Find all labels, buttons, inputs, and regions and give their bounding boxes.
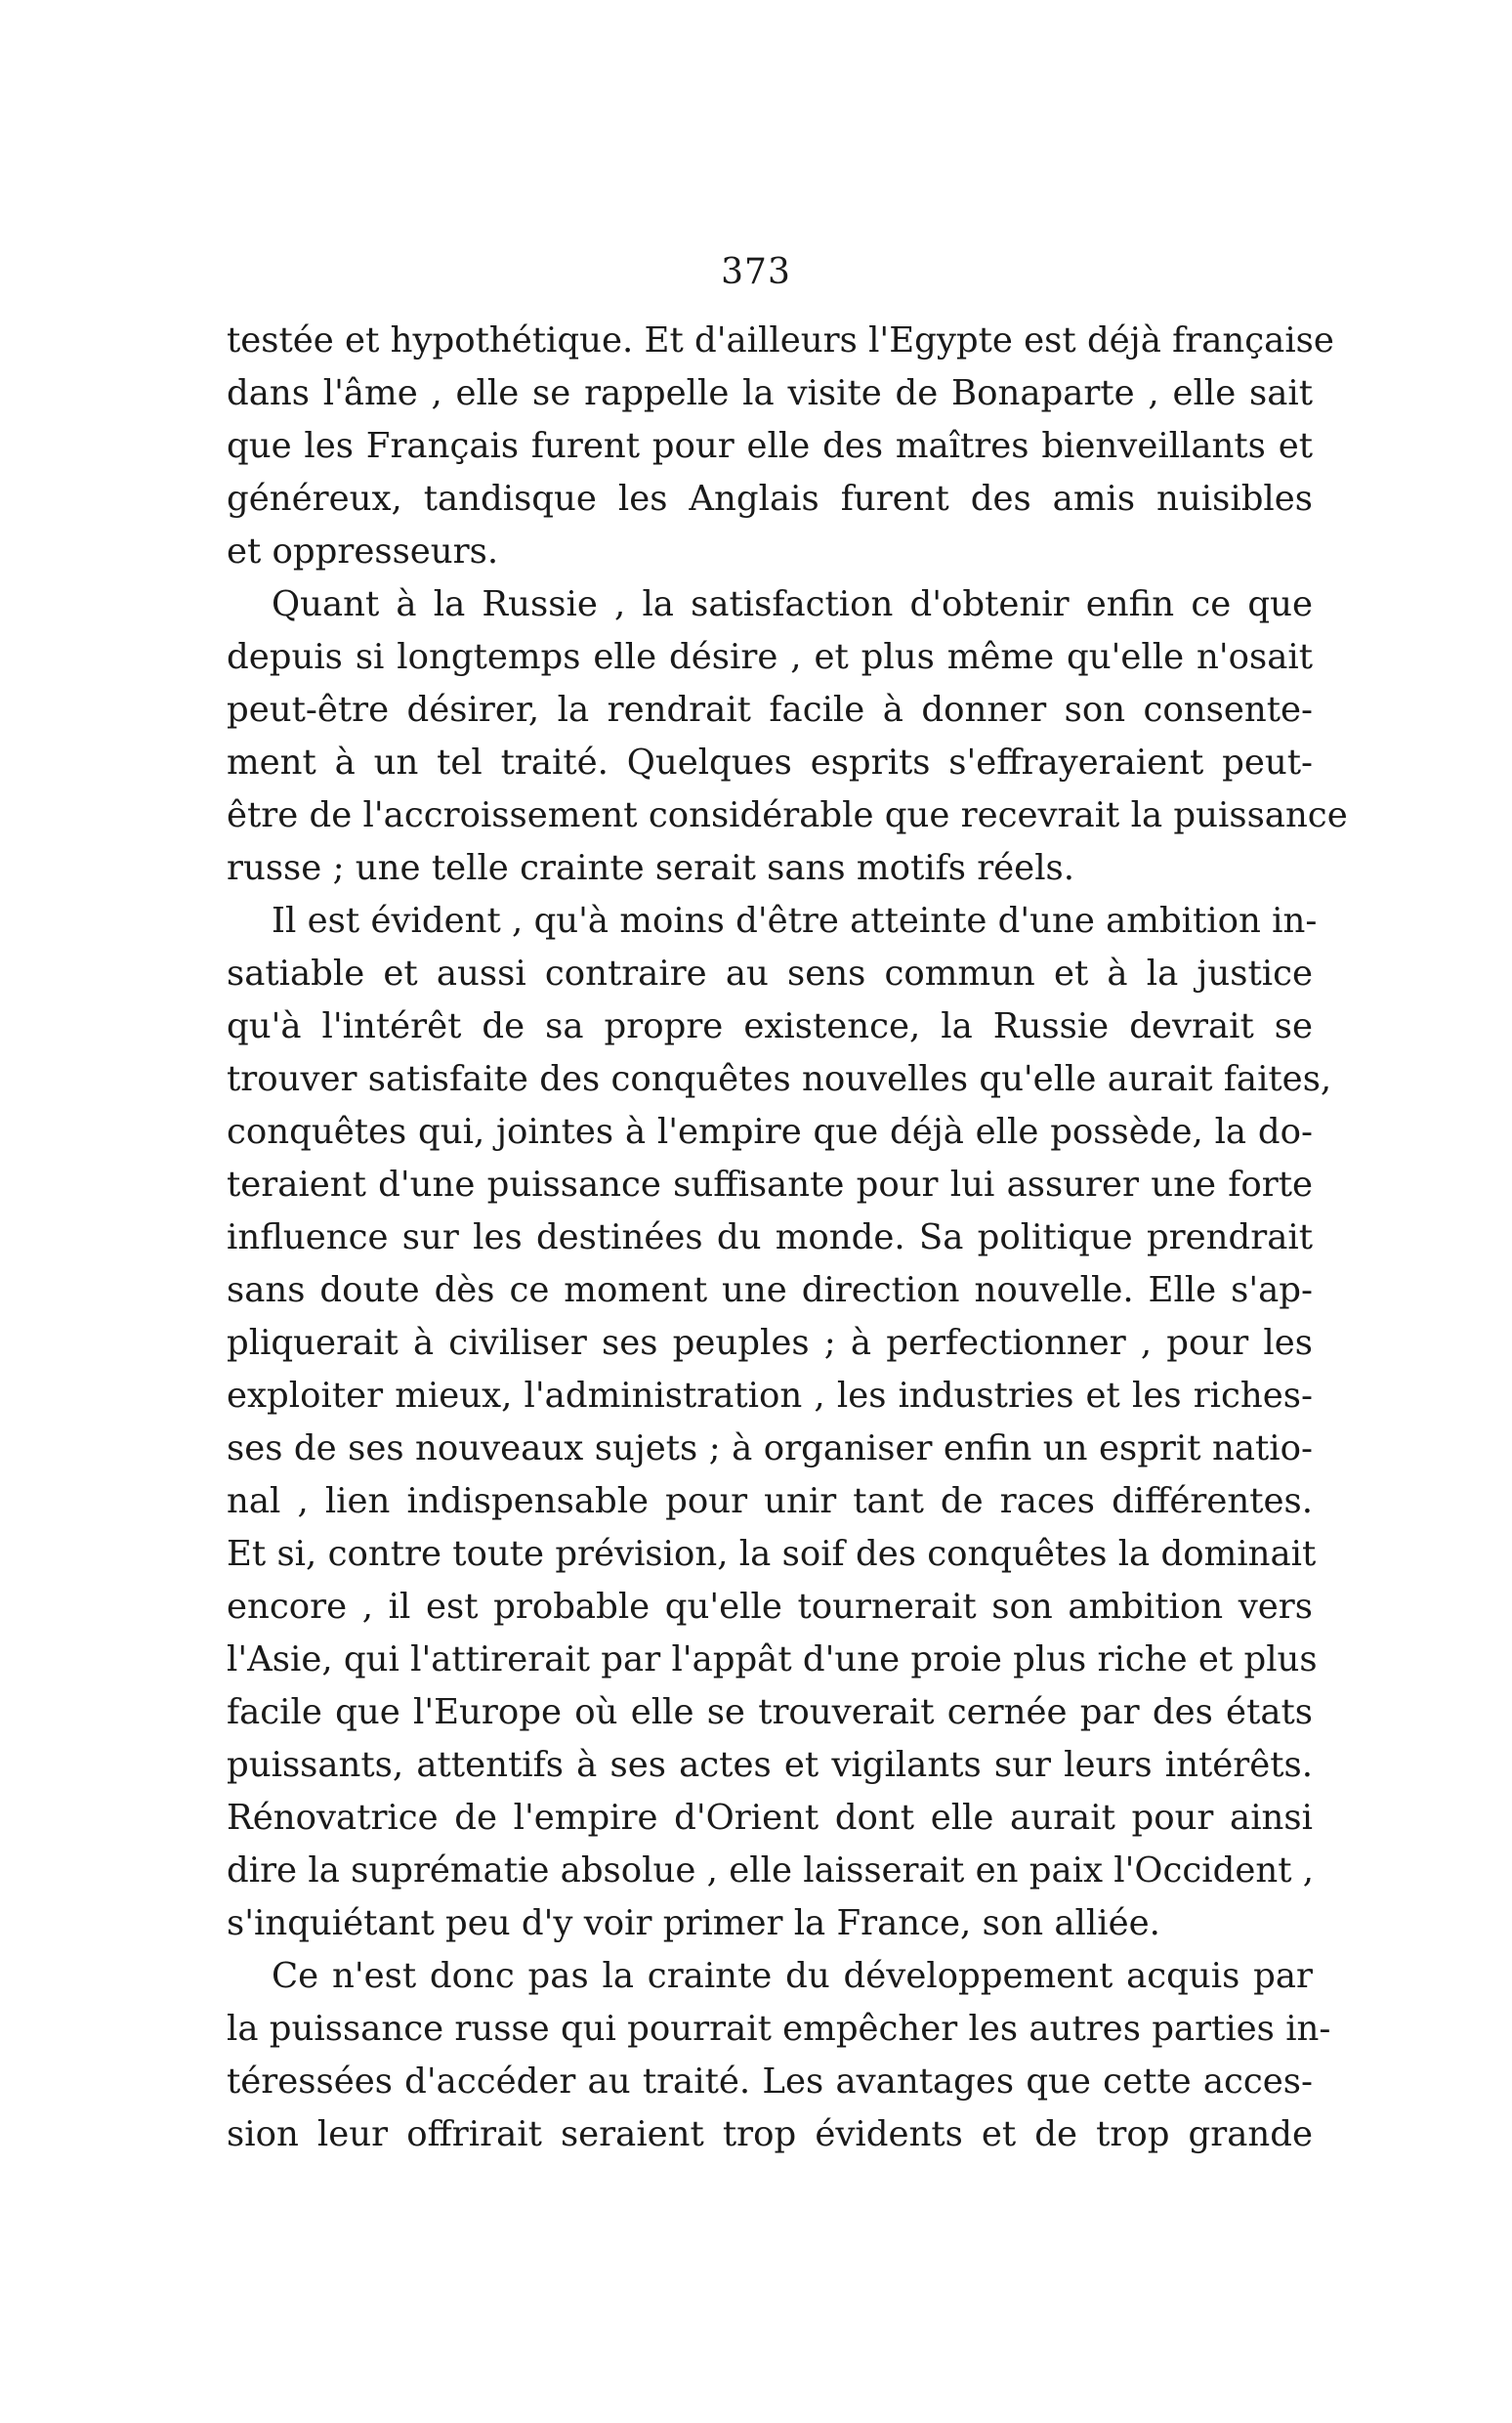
text-line: l'Asie, qui l'attirerait par l'appât d'une proie plus riche et plus <box>227 1639 1318 1679</box>
text-line: sans doute dès ce moment une direction nouvelle. Elle s'ap- <box>227 1270 1313 1310</box>
paragraph <box>227 1950 1331 2161</box>
text-line: Il est évident , qu'à moins d'être atteinte d'une ambition in- <box>272 901 1318 941</box>
text-line: dans l'âme , elle se rappelle la visite de Bonaparte , elle sait <box>227 373 1313 413</box>
text-line: conquêtes qui, jointes à l'empire que déjà elle possède, la do- <box>227 1112 1313 1152</box>
text-line: être de l'accroissement considérable que recevrait la puissance <box>227 795 1348 835</box>
text-line: la puissance russe qui pourrait empêcher les autres parties in- <box>227 2009 1331 2049</box>
paragraph <box>227 315 1334 578</box>
text-line: que les Français furent pour elle des maîtres bienveillants et <box>227 426 1313 466</box>
text-line: trouver satisfaite des conquêtes nouvelles qu'elle aurait faites, <box>227 1059 1332 1099</box>
text-line: satiable et aussi contraire au sens commun et à la justice <box>227 954 1313 994</box>
text-line: et oppresseurs. <box>227 531 499 572</box>
text-line: depuis si longtemps elle désire , et plus même qu'elle n'osait <box>227 637 1313 677</box>
text-line: nal , lien indispensable pour unir tant de races différentes. <box>227 1481 1313 1521</box>
text-line: Quant à la Russie , la satisfaction d'obtenir enfin ce que <box>272 584 1313 624</box>
text-line: peut-être désirer, la rendrait facile à donner son consente- <box>227 690 1313 730</box>
text-line: pliquerait à civiliser ses peuples ; à perfectionner , pour les <box>227 1323 1313 1363</box>
text-line: influence sur les destinées du monde. Sa politique prendrait <box>227 1217 1313 1257</box>
text-line: teraient d'une puissance suffisante pour lui assurer une forte <box>227 1165 1313 1205</box>
text-line: russe ; une telle crainte serait sans motifs réels. <box>227 848 1075 888</box>
text-line: dire la suprématie absolue , elle laisserait en paix l'Occident , <box>227 1850 1315 1891</box>
body-text <box>227 315 1348 2161</box>
text-line: ses de ses nouveaux sujets ; à organiser enfin un esprit natio- <box>227 1428 1313 1468</box>
text-line: Et si, contre toute prévision, la soif des conquêtes la dominait <box>227 1534 1317 1574</box>
text-line: facile que l'Europe où elle se trouverait cernée par des états <box>227 1692 1313 1732</box>
text-line: exploiter mieux, l'administration , les industries et les riches- <box>227 1376 1313 1416</box>
text-line: téressées d'accéder au traité. Les avantages que cette acces- <box>227 2062 1313 2102</box>
text-line: ment à un tel traité. Quelques esprits s'effrayeraient peut- <box>227 743 1313 783</box>
text-line: puissants, attentifs à ses actes et vigilants sur leurs intérêts. <box>227 1745 1313 1785</box>
paragraph <box>227 578 1348 895</box>
text-line: s'inquiétant peu d'y voir primer la France, son alliée. <box>227 1903 1160 1943</box>
text-line: Rénovatrice de l'empire d'Orient dont elle aurait pour ainsi <box>227 1798 1313 1838</box>
text-line: qu'à l'intérêt de sa propre existence, la Russie devrait se <box>227 1006 1313 1046</box>
paragraph <box>227 895 1332 1950</box>
text-line: généreux, tandisque les Anglais furent des amis nuisibles <box>227 479 1313 519</box>
page-number: 373 <box>721 252 791 292</box>
text-line: sion leur offrirait seraient trop évidents et de trop grande <box>227 2114 1313 2154</box>
text-line: Ce n'est donc pas la crainte du développement acquis par <box>272 1956 1313 1996</box>
text-line: encore , il est probable qu'elle tournerait son ambition vers <box>227 1587 1313 1627</box>
text-line: testée et hypothétique. Et d'ailleurs l'Egypte est déjà française <box>227 320 1334 361</box>
